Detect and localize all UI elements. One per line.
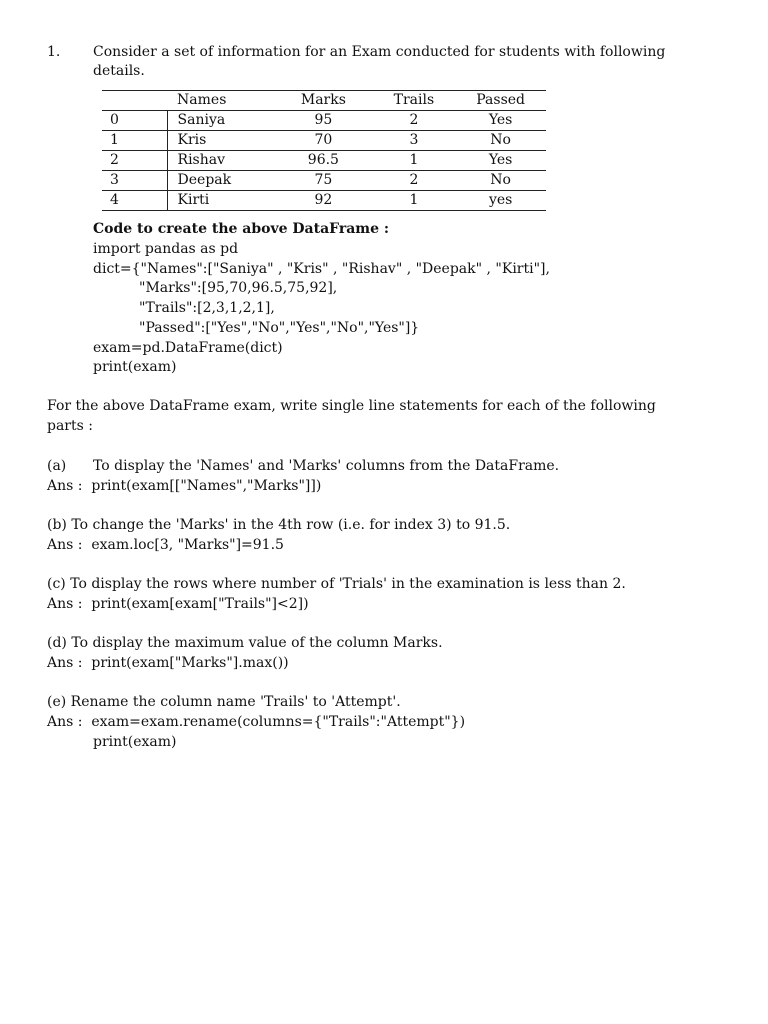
cell-trails: 1 [373,151,456,171]
intro-line2: parts : [47,418,93,434]
cell-marks: 92 [274,191,372,211]
cell-marks: 95 [274,111,372,131]
cell-name: Rishav [167,151,274,171]
cell-index: 1 [102,131,167,151]
part-b-answer: Ans : exam.loc[3, "Marks"]=91.5 [47,537,284,553]
cell-trails: 2 [373,111,456,131]
question-text-line2: details. [93,63,145,79]
part-d-text: (d) To display the maximum value of the column Marks. [47,635,443,651]
part-e-answer: Ans : exam=exam.rename(columns={"Trails":"Attempt"}) [47,714,466,730]
part-a-text: To display the 'Names' and 'Marks' columns from the DataFrame. [93,458,560,474]
table-row [102,191,546,211]
part-c-text: (c) To display the rows where number of 'Trials' in the examination is less than 2. [47,576,626,592]
cell-name: Deepak [167,171,274,191]
cell-name: Saniya [167,111,274,131]
part-e-text: (e) Rename the column name 'Trails' to 'Attempt'. [47,694,401,710]
code-line: "Trails":[2,3,1,2,1], [139,300,275,316]
code-line: print(exam) [93,359,177,375]
code-line: dict={"Names":["Saniya" , "Kris" , "Rishav" , "Deepak" , "Kirti"], [93,261,550,277]
question-text-line1: Consider a set of information for an Exam conducted for students with following [93,44,666,60]
cell-passed: No [455,171,546,191]
cell-trails: 3 [373,131,456,151]
cell-trails: 1 [373,191,456,211]
part-a-label: (a) [47,458,67,474]
cell-marks: 96.5 [274,151,372,171]
intro-line1: For the above DataFrame exam, write single line statements for each of the following [47,398,656,414]
exam-table [102,90,546,211]
cell-passed: Yes [455,151,546,171]
part-b-text: (b) To change the 'Marks' in the 4th row (i.e. for index 3) to 91.5. [47,517,511,533]
cell-marks: 75 [274,171,372,191]
part-e-answer-line2: print(exam) [93,734,177,750]
code-line: "Marks":[95,70,96.5,75,92], [139,280,338,296]
cell-name: Kirti [167,191,274,211]
cell-passed: Yes [455,111,546,131]
cell-index: 4 [102,191,167,211]
header-passed: Passed [455,91,546,111]
table-row [102,171,546,191]
code-line: "Passed":["Yes","No","Yes","No","Yes"]} [139,320,420,336]
cell-marks: 70 [274,131,372,151]
question-number: 1. [47,44,61,60]
code-line: import pandas as pd [93,241,239,257]
code-line: exam=pd.DataFrame(dict) [93,340,283,356]
table-row [102,111,546,131]
table-row [102,151,546,171]
cell-index: 2 [102,151,167,171]
cell-trails: 2 [373,171,456,191]
cell-index: 3 [102,171,167,191]
part-d-answer: Ans : print(exam["Marks"].max()) [47,655,289,671]
part-c-answer: Ans : print(exam[exam["Trails"]<2]) [47,596,309,612]
header-names: Names [167,91,274,111]
table-row [102,131,546,151]
table-header-row [102,91,546,111]
header-trails: Trails [373,91,456,111]
header-index [102,91,167,111]
cell-passed: yes [455,191,546,211]
cell-index: 0 [102,111,167,131]
cell-name: Kris [167,131,274,151]
cell-passed: No [455,131,546,151]
header-marks: Marks [274,91,372,111]
part-a-answer: Ans : print(exam[["Names","Marks"]]) [47,478,322,494]
code-heading: Code to create the above DataFrame : [93,221,390,237]
